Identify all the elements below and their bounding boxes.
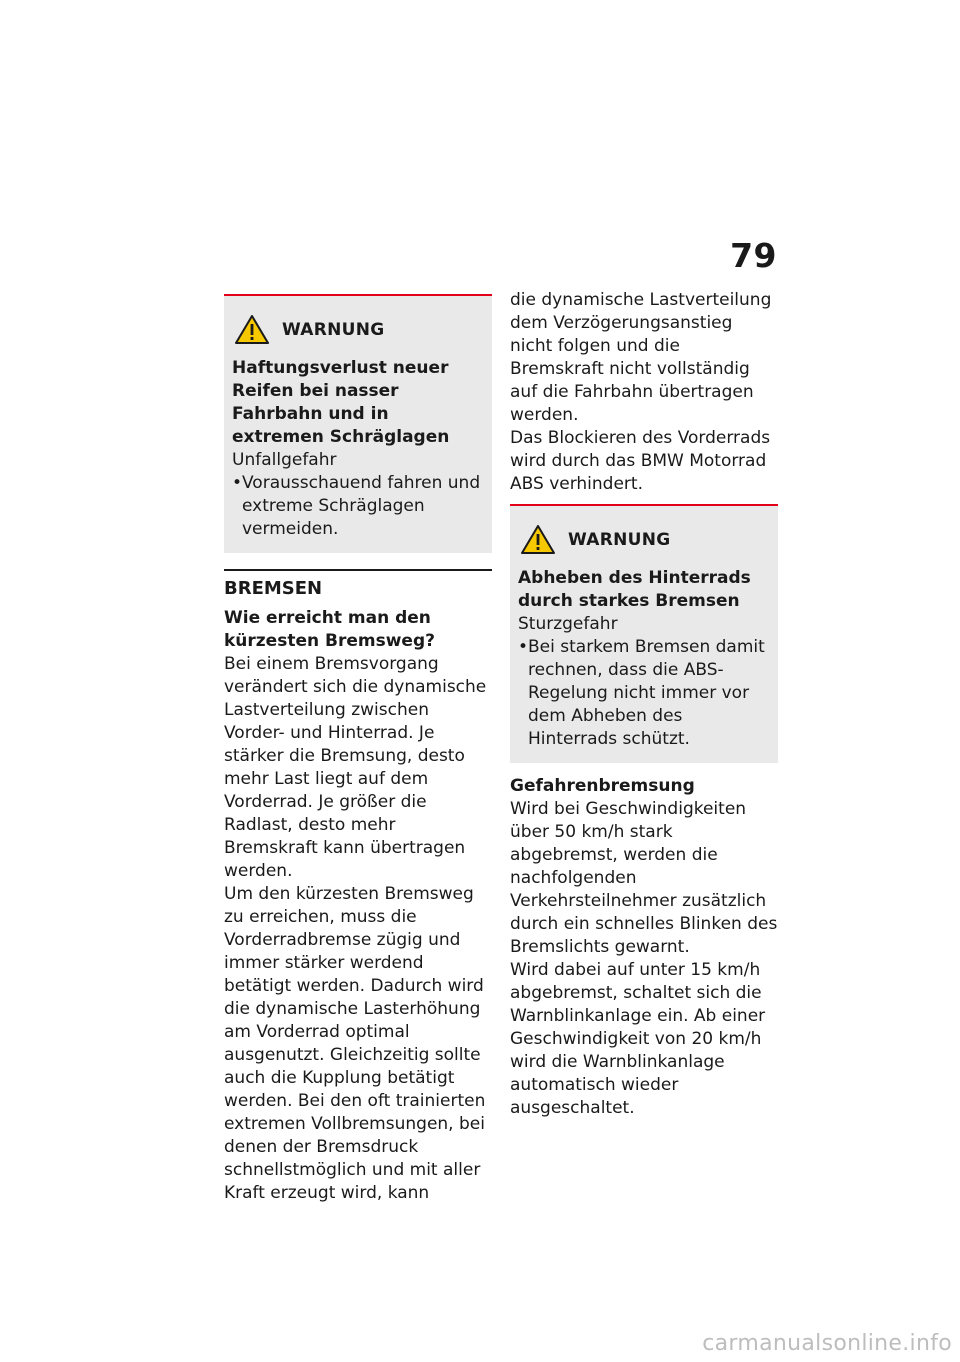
warning-bullet-text: Bei starkem Bremsen damit rechnen, dass die ABS-Regelung nicht immer vor dem Abheben des Hinterrads schützt.	[528, 637, 765, 749]
warning-bullet-text: Vorausschauend fahren und extreme Schräglagen vermeiden.	[242, 473, 481, 539]
page-number: 79	[730, 236, 777, 275]
warning-subject: Abheben des Hinterrads durch starkes Bremsen	[518, 568, 751, 611]
warning-subject: Haftungsverlust neuer Reifen bei nasser Fahrbahn und in extremen Schräglagen	[232, 358, 450, 447]
warning-consequence: Sturzgefahr	[518, 614, 618, 634]
section-title: BREMSEN	[224, 578, 323, 599]
section-divider	[224, 569, 492, 571]
paragraph: Wird dabei auf unter 15 km/h abgebremst, schaltet sich die Warnblinkanlage ein. Ab einer Geschwindigkeit von 20 km/h wird die Warnblinkanlage automatisch wieder ausgeschaltet.	[510, 960, 766, 1118]
bullet-dot: •	[232, 473, 243, 493]
warning-triangle-icon	[520, 524, 556, 555]
warning-box-reifen	[224, 294, 492, 553]
bullet-dot: •	[518, 637, 529, 657]
subsection-title: Gefahrenbremsung	[510, 776, 695, 796]
warning-header	[518, 524, 770, 555]
warning-label: WARNUNG	[282, 319, 385, 340]
watermark: carmanualsonline.info	[702, 1331, 952, 1356]
warning-bullet	[232, 472, 484, 541]
warning-box-hinterrad	[510, 504, 778, 763]
warning-header	[232, 314, 484, 345]
warning-consequence: Unfallgefahr	[232, 450, 337, 470]
left-column	[224, 294, 492, 1205]
warning-triangle-icon	[234, 314, 270, 345]
right-column	[510, 289, 778, 1120]
subsection-title: Wie erreicht man den kürzesten Bremsweg?	[224, 608, 435, 651]
paragraph: die dynamische Lastverteilung dem Verzögerungsanstieg nicht folgen und die Bremskraft nicht vollständig auf die Fahrbahn übertragen werden.	[510, 290, 772, 425]
warning-label: WARNUNG	[568, 529, 671, 550]
paragraph: Um den kürzesten Bremsweg zu erreichen, muss die Vorderradbremse zügig und immer stärker werdend betätigt werden. Dadurch wird die dynamische Lasterhöhung am Vorderrad optimal ausgenutzt. Gleichzeitig sollte auch die Kupplung betätigt werden. Bei den oft trainierten extremen Vollbremsungen, bei denen der Bremsdruck schnellstmöglich und mit aller Kraft erzeugt wird, kann	[224, 884, 486, 1203]
warning-bullet	[518, 636, 770, 751]
paragraph: Bei einem Bremsvorgang verändert sich die dynamische Lastverteilung zwischen Vorder- und Hinterrad. Je stärker die Bremsung, desto mehr Last liegt auf dem Vorderrad. Je größer die Radlast, desto mehr Bremskraft kann übertragen werden.	[224, 654, 487, 881]
paragraph: Das Blockieren des Vorderrads wird durch das BMW Motorrad ABS verhindert.	[510, 428, 771, 494]
paragraph: Wird bei Geschwindigkeiten über 50 km/h stark abgebremst, werden die nachfolgenden Verkehrsteilnehmer zusätzlich durch ein schnelles Blinken des Bremslichts gewarnt.	[510, 799, 778, 957]
